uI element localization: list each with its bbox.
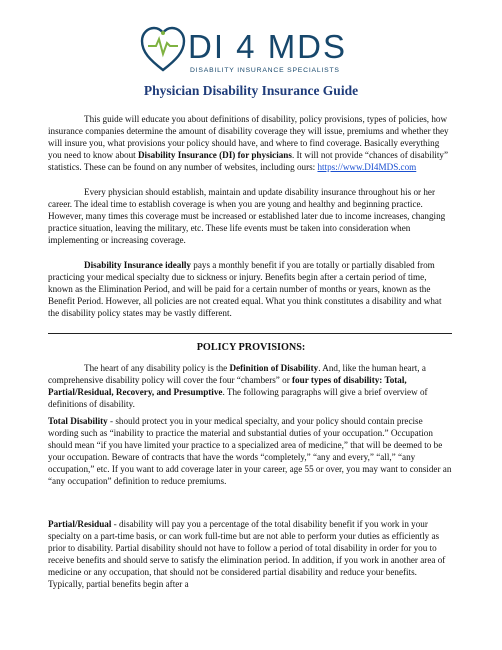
heart-text-3: . The following paragraphs will give a brief overview of definitions of disability. (48, 387, 428, 410)
total-disability-bold: Total Disability (48, 416, 108, 426)
page-title: Physician Disability Insurance Guide (143, 83, 359, 98)
intro-text-2: . It will not provide “chances of disability” statistics. These can be found on any number of websites, including ours: (48, 150, 449, 173)
paragraph-ideal-time (48, 186, 452, 246)
heart-stethoscope-logo-icon (140, 24, 186, 74)
logo-wordmark: DI 4 MDS (188, 28, 348, 65)
heart-text-2: . And, like the human heart, a comprehensive disability policy will cover the four “chambers” or (48, 363, 426, 386)
paragraph-di-ideally-bold: Disability Insurance ideally (84, 260, 191, 270)
paragraph-ideal-time-text: Every physician should establish, maintain and update disability insurance throughout his or her career. The ideal time to establish coverage is when you are young and healthy and beginning practice. However, many times this coverage must be increased or established later due to income increases, changing practice situation, leaving the military, etc. These life events must be taken into consideration when implementing or increasing coverage. (48, 187, 446, 246)
intro-paragraph (48, 113, 452, 173)
heart-text-1: The heart of any disability policy is the (84, 363, 230, 373)
paragraph-heart-of-policy (48, 362, 452, 410)
partial-residual-bold: Partial/Residual (48, 519, 112, 529)
paragraph-di-ideally (48, 259, 452, 319)
section-heading: POLICY PROVISIONS: (196, 342, 306, 353)
section-divider (48, 333, 452, 334)
intro-text-1: This guide will educate you about definitions of disability, policy provisions, types of policies, how insurance companies determine the amount of disability coverage they will issue, premiums and whether they will insure you, what provisions your policy should have, and where to find coverage. Basically everything you need to know about (48, 114, 449, 161)
company-logo (0, 24, 502, 80)
paragraph-total-disability (48, 415, 452, 488)
paragraph-partial-residual (48, 518, 452, 591)
total-disability-text: - should protect you in your medical specialty, and your policy should contain precise wording such as “inability to practice the material and substantial duties of your occupation.” Occupation should mean “if you have limited your practice to a specialized area of medicine,” that will be deemed to be your occupation. Beware of contracts that have the words “completely,” “any and every,” “all,” “any occupation,” etc. If you want to add coverage later in your career, age 55 or over, you may want to consider an “any occupation” definition to reduce premiums. (48, 416, 452, 487)
heart-bold-1: Definition of Disability (229, 363, 319, 373)
partial-residual-text: - disability will pay you a percentage of the total disability benefit if you work in your specialty on a part-time basis, or can work full-time but are not able to perform your duties as efficiently as prior to disability. Partial disability should not have to follow a period of total disability in order for you to receive benefits and should serve to satisfy the elimination period. In addition, if you work in another area of medicine or any occupation, that should not be considered partial disability and reduce your benefits. Typically, partial benefits begin after a (48, 519, 446, 590)
logo-tagline: DISABILITY INSURANCE SPECIALISTS (190, 67, 340, 74)
website-link[interactable]: https://www.DI4MDS.com (317, 162, 417, 173)
intro-bold-1: Disability Insurance (DI) for physicians (137, 150, 292, 161)
paragraph-di-ideally-text: pays a monthly benefit if you are totally or partially disabled from practicing your medical specialty due to sickness or injury. Benefits begin after a certain period of time, known as the Elimination Period, and will be paid for a certain number of months or years, known as the Benefit Period. However, all policies are not created equal. What you think constitutes a disability and what the disability policy states may be vastly different. (48, 260, 442, 319)
heart-bold-2: four types of disability: Total, Partial/Residual, Recovery, and Presumptive (48, 375, 407, 398)
